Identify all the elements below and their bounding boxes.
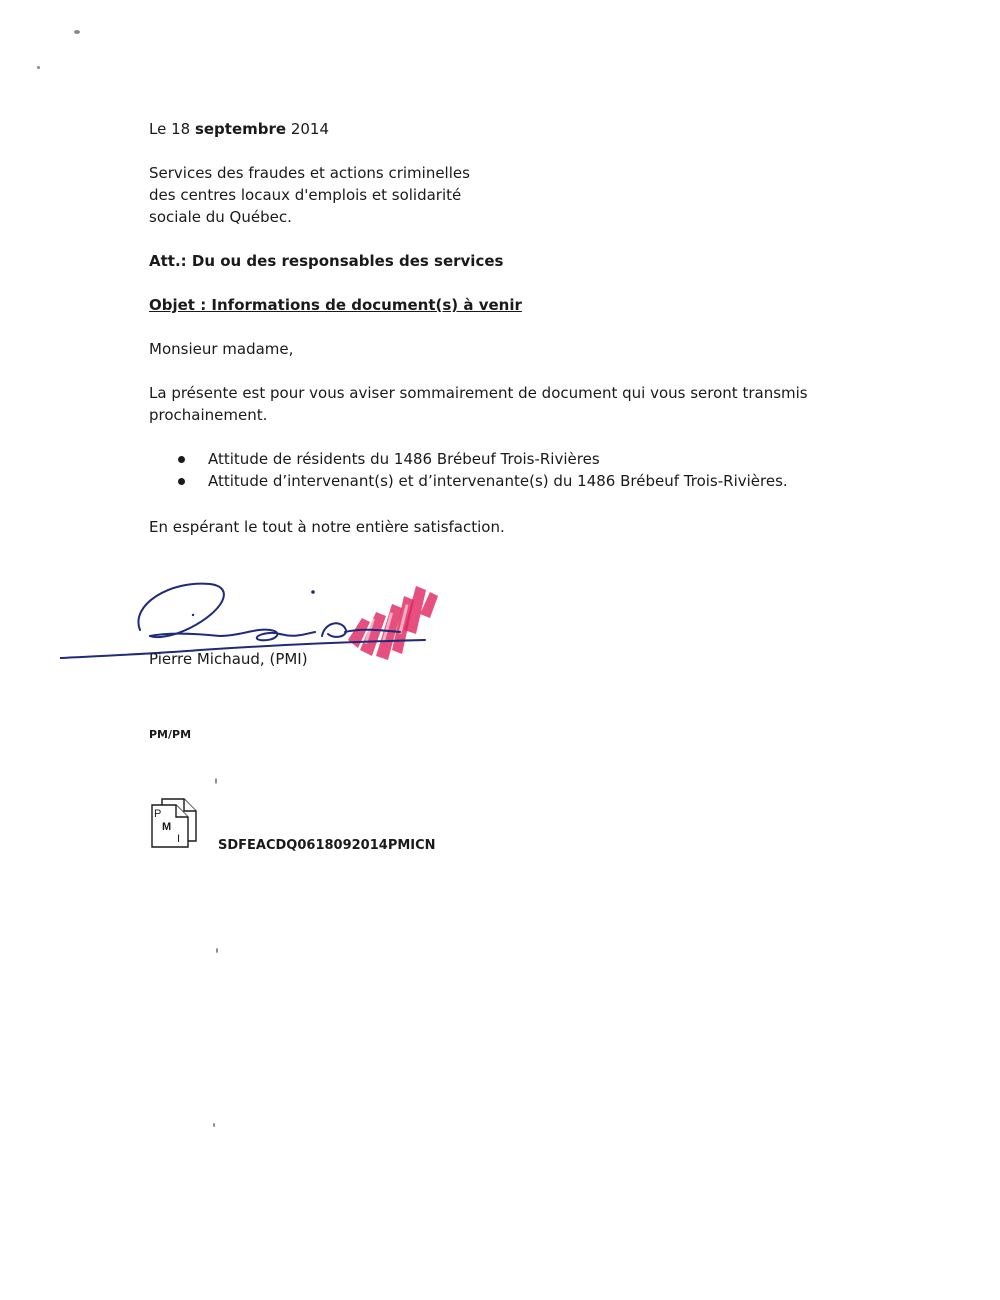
recipient-line: des centres locaux d'emplois et solidarité [149,186,462,204]
scan-speck [37,66,40,69]
scan-speck [216,948,218,953]
attention-prefix: Att. [149,252,181,270]
logo-letter-m: M [162,821,172,833]
date-day: Le 18 [149,120,195,138]
logo-letter-p: P [154,808,162,820]
recipient-line: Services des fraudes et actions criminelles [149,164,470,182]
closing-line: En espérant le tout à notre entière satisfaction. [149,518,505,536]
recipient-line: sociale du Québec. [149,208,292,226]
pmi-document-logo-icon [150,797,200,849]
reference-initials: PM/PM [149,728,192,741]
subject-line: Objet : Informations de document(s) à venir [149,296,522,314]
bullet-list [149,448,788,492]
list-item-text: Attitude d’intervenant(s) et d’intervenante(s) du 1486 Brébeuf Trois-Rivières. [208,472,788,490]
list-item [149,448,788,470]
logo-letter-i: I [177,833,181,845]
scan-speck [213,1123,215,1127]
date-year: 2014 [286,120,330,138]
attention-line [149,250,503,272]
bullet-icon [178,478,185,485]
bullet-icon [178,456,185,463]
list-item-text: Attitude de résidents du 1486 Brébeuf Trois-Rivières [208,450,600,468]
date-month: septembre [194,120,287,138]
salutation: Monsieur madame, [149,340,294,358]
body-line: prochainement. [149,406,268,424]
list-item [149,470,788,492]
body-line: La présente est pour vous aviser sommairement de document qui vous seront transmis [149,384,808,402]
attention-text: : Du ou des responsables des services [180,252,504,270]
signer-name: Pierre Michaud, (PMI) [149,650,308,668]
scan-speck [215,778,217,784]
letter-date [149,118,329,140]
scan-speck [74,30,80,34]
document-reference-code: SDFEACDQ0618092014PMICN [218,838,436,853]
